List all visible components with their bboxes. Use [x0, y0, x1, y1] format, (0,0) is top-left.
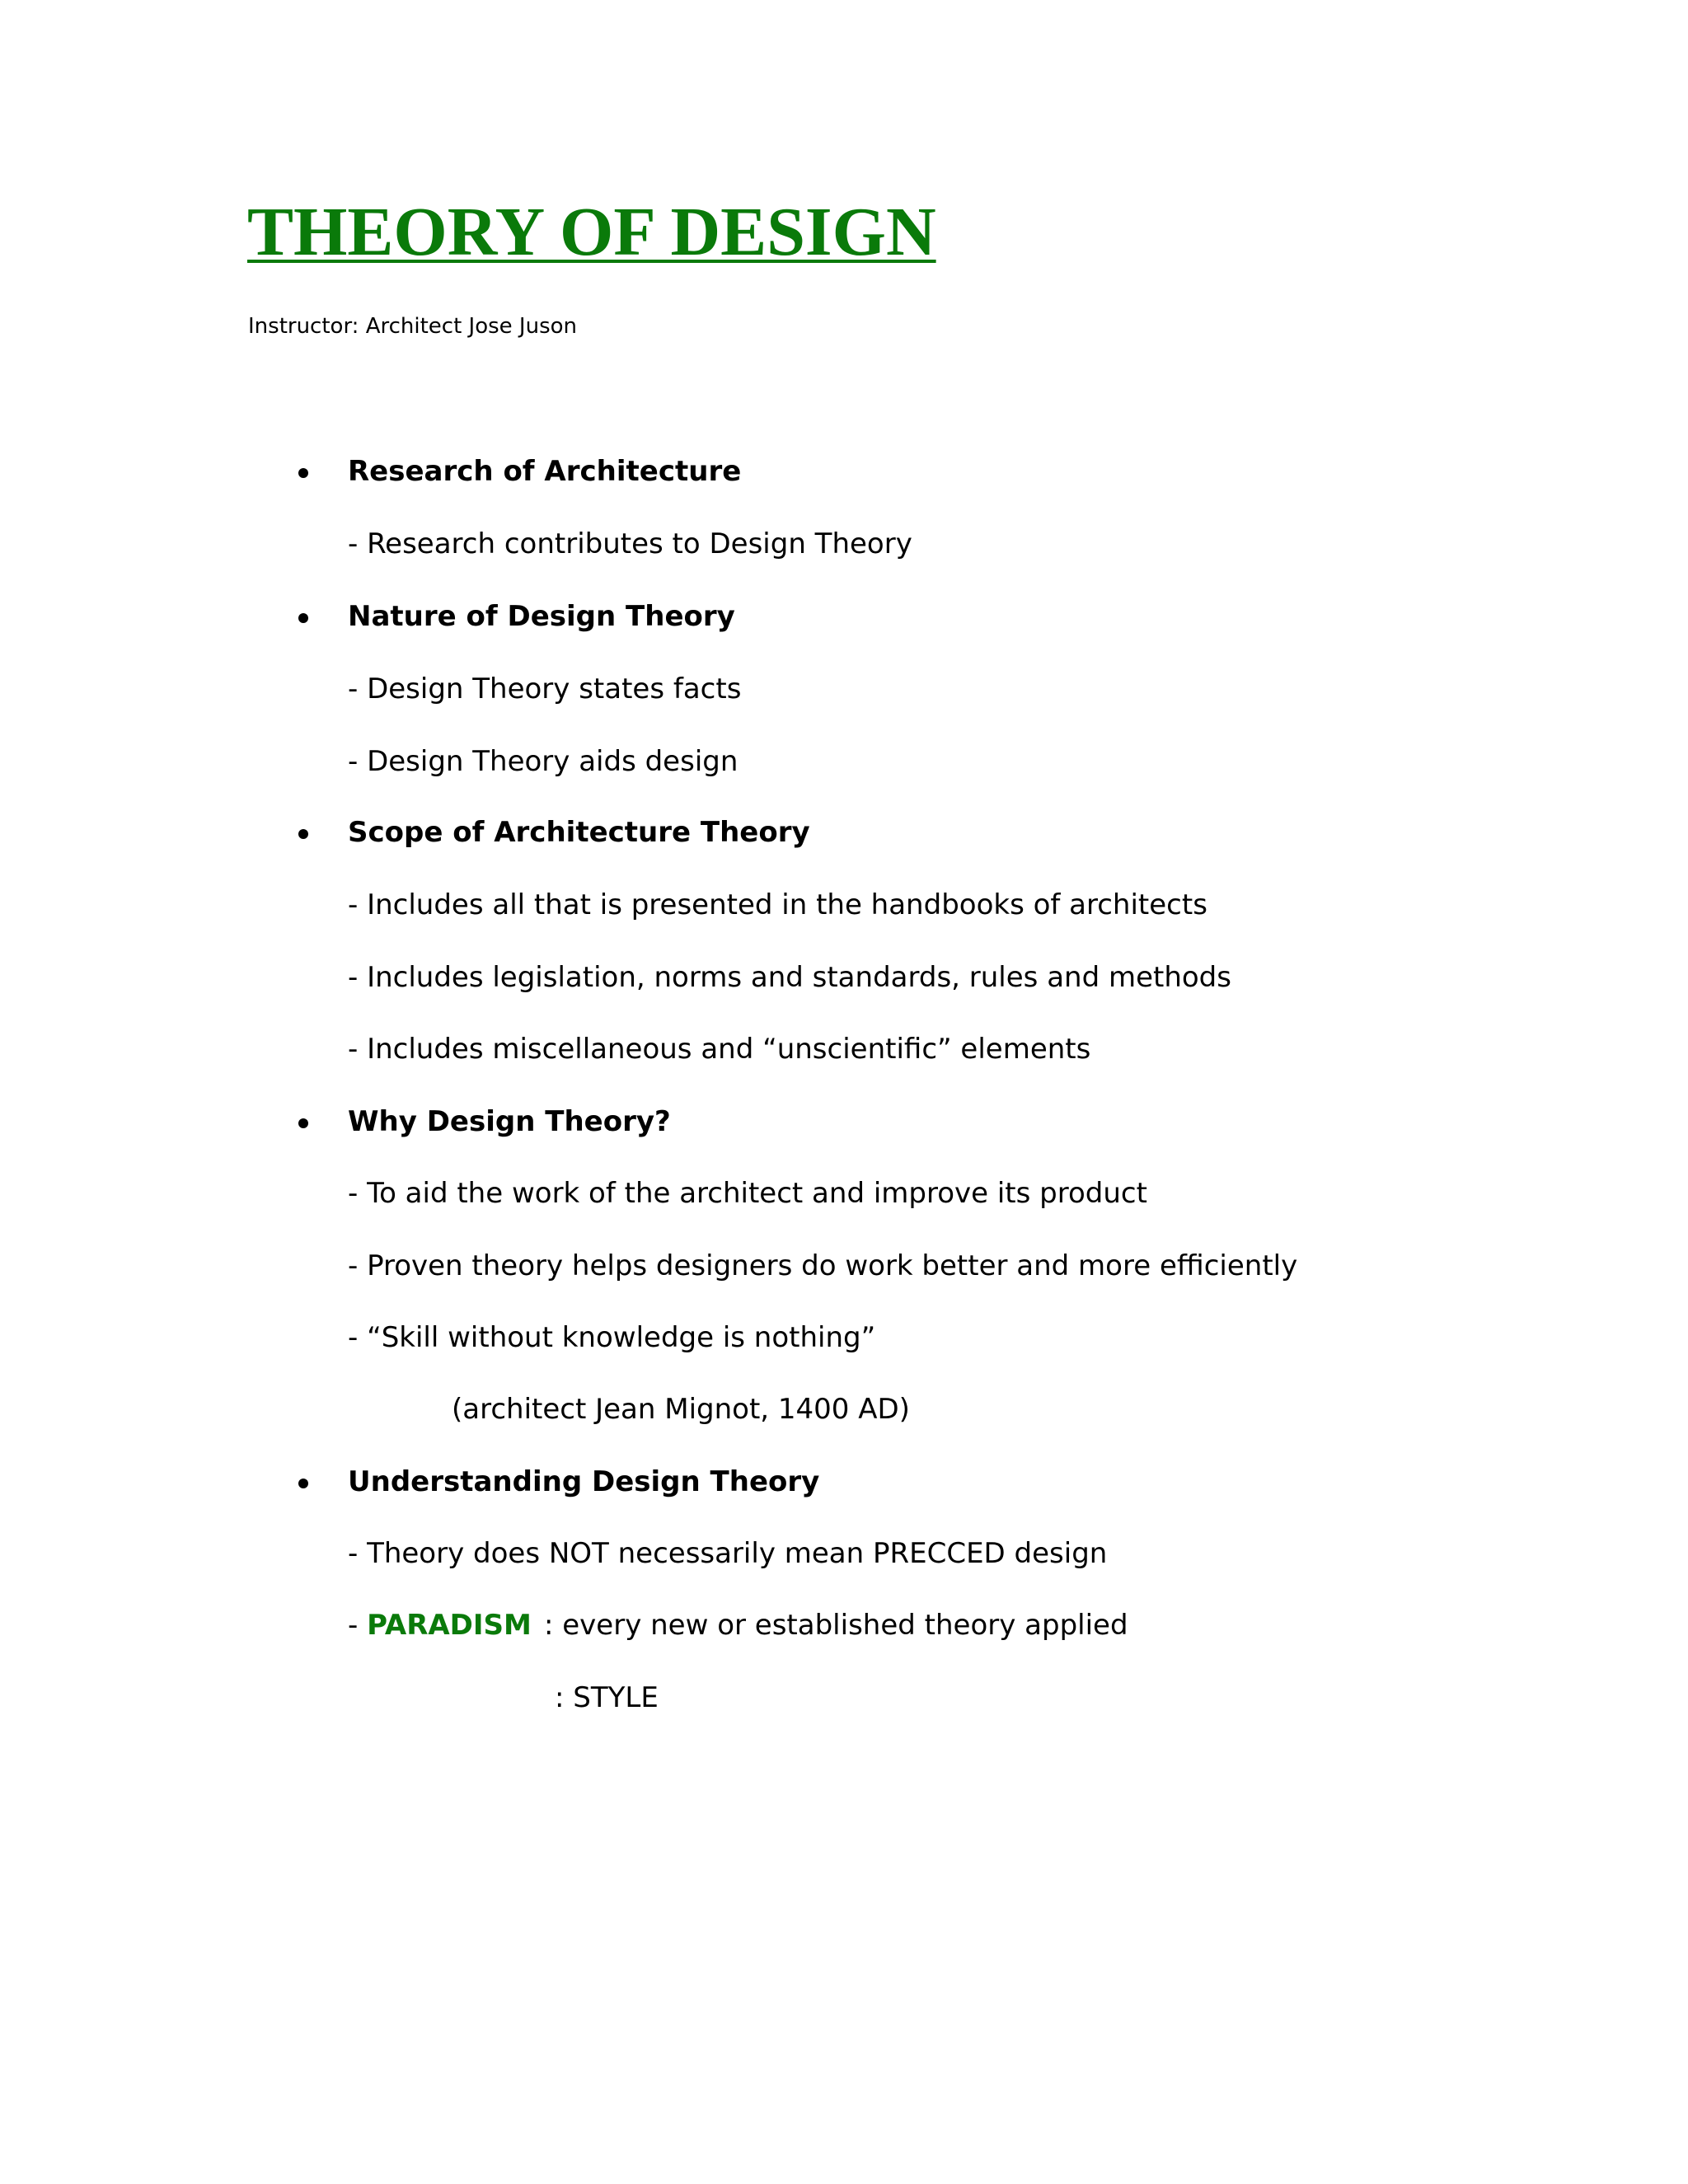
bullet-icon — [295, 447, 312, 496]
bullet-icon — [295, 808, 312, 857]
list-item-text: - Design Theory aids design — [348, 745, 738, 778]
bullet-icon — [295, 592, 312, 641]
term-definition: : every new or established theory applied — [544, 1609, 1128, 1642]
list-item-text: - “Skill without knowledge is nothing” — [348, 1321, 876, 1354]
term-definition: : STYLE — [555, 1681, 659, 1714]
page-title: THEORY OF DESIGN — [247, 194, 936, 270]
section-heading: Nature of Design Theory — [348, 600, 735, 633]
list-item-text: - Includes miscellaneous and “unscientific” elements — [348, 1033, 1091, 1066]
term-prefix: - — [348, 1609, 368, 1642]
term-word: PARADISM — [367, 1609, 532, 1642]
section-heading: Research of Architecture — [348, 455, 742, 488]
bullet-icon — [295, 1097, 312, 1146]
bullet-icon — [295, 1457, 312, 1507]
section-heading: Understanding Design Theory — [348, 1465, 820, 1498]
term-line — [348, 1601, 532, 1650]
section-heading: Scope of Architecture Theory — [348, 816, 810, 849]
list-item-text: - Design Theory states facts — [348, 673, 742, 705]
list-item-text: - To aid the work of the architect and improve its product — [348, 1177, 1147, 1210]
list-item-text: - Research contributes to Design Theory — [348, 527, 912, 560]
section-heading: Why Design Theory? — [348, 1105, 671, 1138]
list-item-text: - Theory does NOT necessarily mean PRECCED design — [348, 1537, 1108, 1570]
citation-text: (architect Jean Mignot, 1400 AD) — [452, 1393, 910, 1426]
instructor-line: Instructor: Architect Jose Juson — [248, 314, 578, 339]
list-item-text: - Proven theory helps designers do work better and more efficiently — [348, 1249, 1298, 1282]
list-item-text: - Includes legislation, norms and standards, rules and methods — [348, 961, 1231, 994]
list-item-text: - Includes all that is presented in the handbooks of architects — [348, 888, 1207, 921]
